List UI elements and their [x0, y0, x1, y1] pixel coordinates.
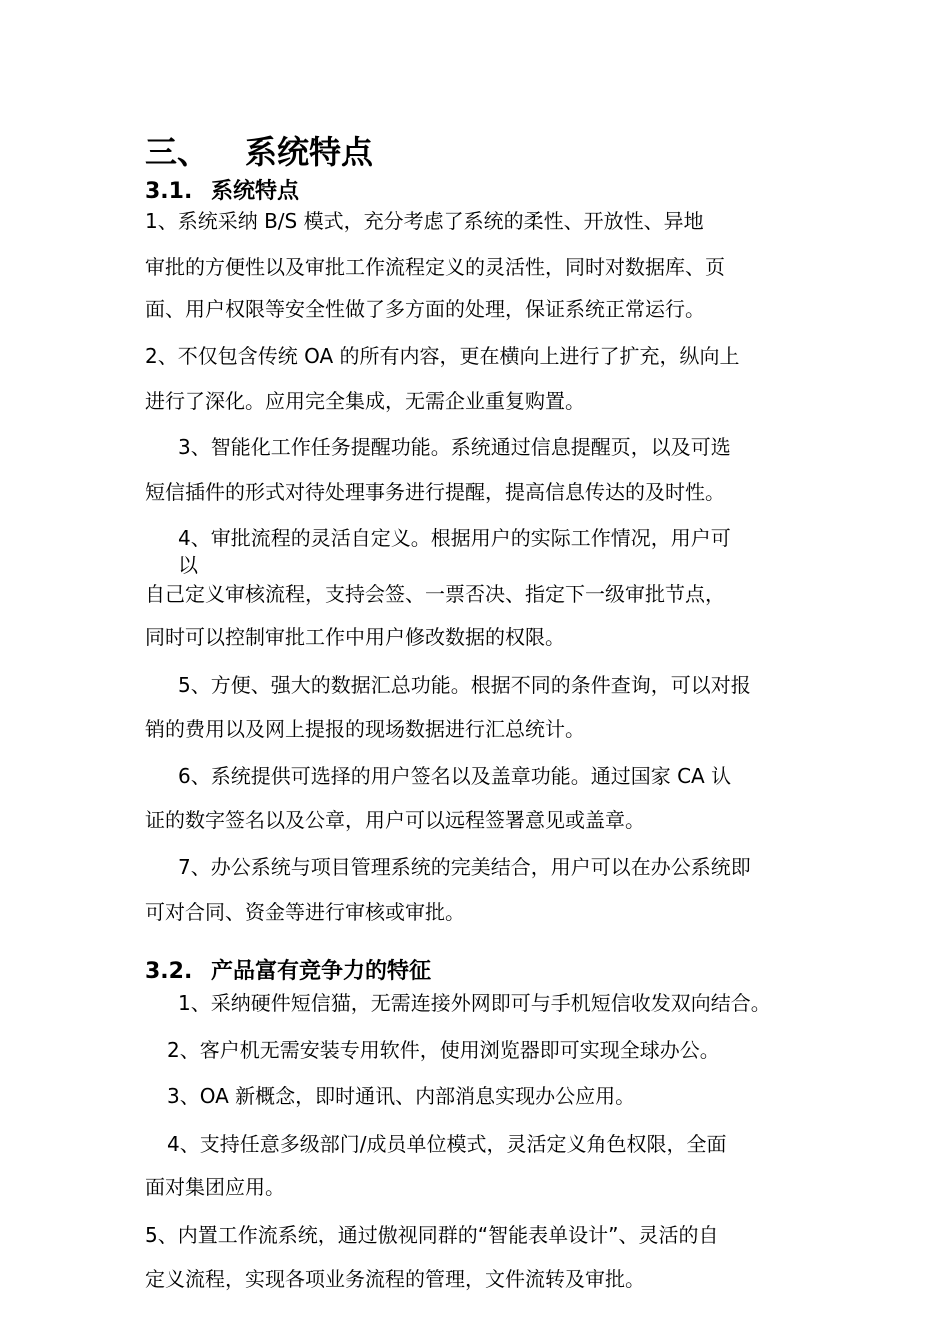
paragraph-line: 短信插件的形式对待处理事务进行提醒，提高信息传达的及时性。: [145, 480, 725, 504]
paragraph-line: 定义流程，实现各项业务流程的管理，文件流转及审批。: [145, 1267, 645, 1291]
paragraph-line: 2、客户机无需安装专用软件，使用浏览器即可实现全球办公。: [167, 1038, 720, 1062]
paragraph-line: 审批的方便性以及审批工作流程定义的灵活性，同时对数据库、页: [145, 255, 725, 279]
paragraph-line: 销的费用以及网上提报的现场数据进行汇总统计。: [145, 717, 585, 741]
chapter-title: 系统特点: [245, 133, 374, 171]
paragraph-line: 2、不仅包含传统 OA 的所有内容，更在横向上进行了扩充，纵向上: [145, 344, 740, 368]
section-title: 系统特点: [211, 179, 300, 204]
paragraph-line: 进行了深化。应用完全集成，无需企业重复购置。: [145, 389, 585, 413]
paragraph-line: 证的数字签名以及公章，用户可以远程签署意见或盖章。: [145, 808, 645, 832]
paragraph-line: 5、方便、强大的数据汇总功能。根据不同的条件查询，可以对报: [178, 673, 751, 697]
paragraph-line: 5、内置工作流系统，通过傲视同群的“智能表单设计”、灵活的自: [145, 1223, 719, 1247]
paragraph-line: 同时可以控制审批工作中用户修改数据的权限。: [145, 625, 565, 649]
paragraph-line: 1、系统采纳 B/S 模式，充分考虑了系统的柔性、开放性、异地: [145, 209, 704, 233]
paragraph-line: 面对集团应用。: [145, 1175, 285, 1199]
paragraph-line: 面、用户权限等安全性做了多方面的处理，保证系统正常运行。: [145, 297, 705, 321]
paragraph-line: 4、审批流程的灵活自定义。根据用户的实际工作情况，用户可: [178, 526, 731, 550]
section-title: 产品富有竞争力的特征: [211, 959, 432, 984]
paragraph-line: 3、智能化工作任务提醒功能。系统通过信息提醒页，以及可选: [178, 435, 731, 459]
paragraph-line: 3、OA 新概念，即时通讯、内部消息实现办公应用。: [167, 1084, 636, 1108]
paragraph-line: 1、采纳硬件短信猫，无需连接外网即可与手机短信收发双向结合。: [178, 991, 771, 1015]
section-number: 3.2.: [145, 959, 193, 984]
chapter-number: 三、: [145, 133, 210, 171]
paragraph-line: 4、支持任意多级部门/成员单位模式，灵活定义角色权限，全面: [167, 1132, 727, 1156]
paragraph-line: 7、办公系统与项目管理系统的完美结合，用户可以在办公系统即: [178, 855, 751, 879]
paragraph-line: 可对合同、资金等进行审核或审批。: [145, 900, 465, 924]
section-number: 3.1.: [145, 179, 193, 204]
paragraph-line: 以: [178, 553, 198, 577]
paragraph-line: 6、系统提供可选择的用户签名以及盖章功能。通过国家 CA 认: [178, 764, 732, 788]
paragraph-line: 自己定义审核流程，支持会签、一票否决、指定下一级审批节点，: [145, 582, 725, 606]
